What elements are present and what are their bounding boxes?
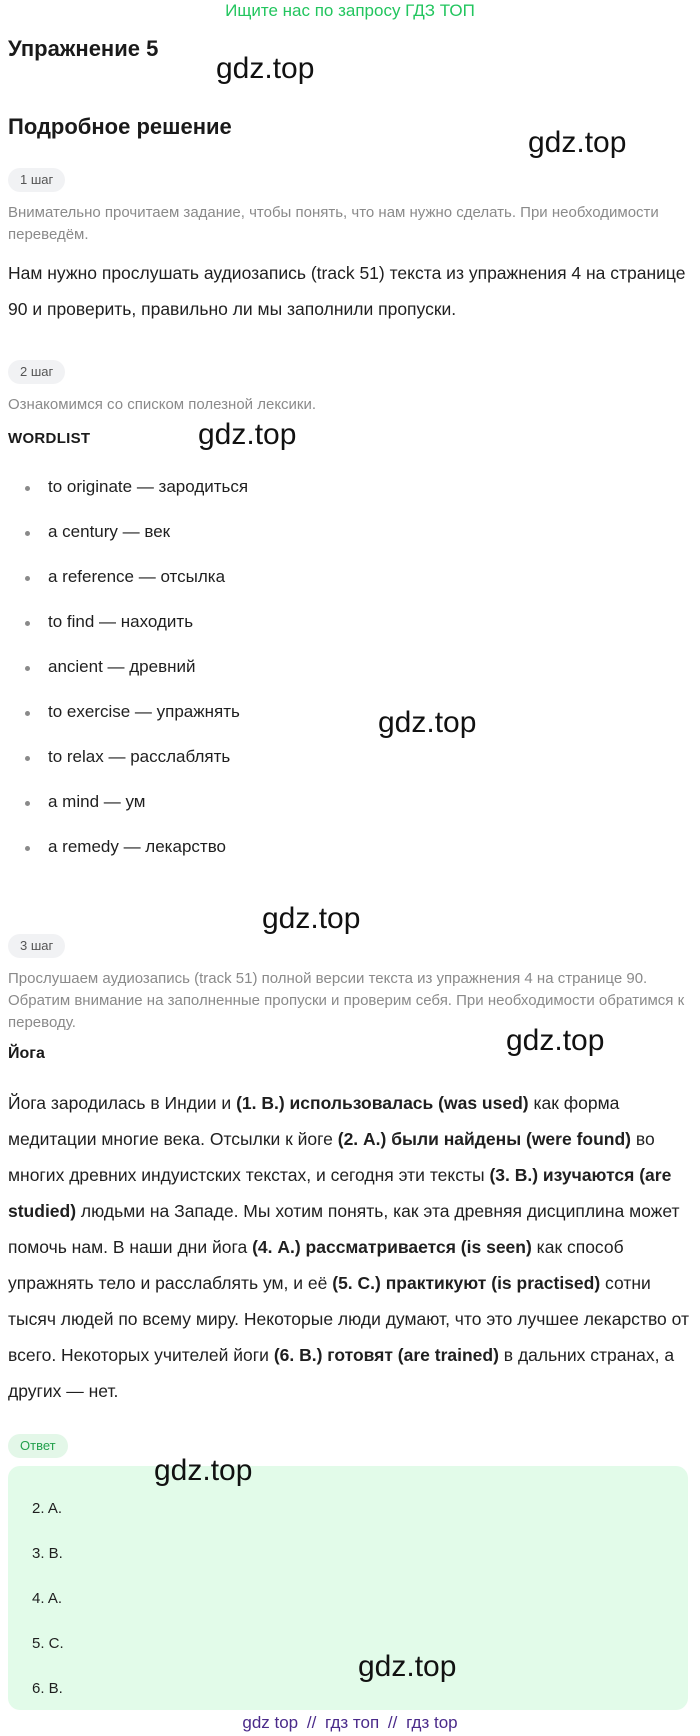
step-2-hint: Ознакомимся со списком полезной лексики. xyxy=(8,396,317,413)
yoga-paragraph xyxy=(8,1085,692,1409)
wordlist-title: WORDLIST xyxy=(8,430,91,447)
section-title: Подробное решение xyxy=(8,114,232,139)
list-item: a remedy — лекарство xyxy=(8,836,248,881)
answer-line: 5. C. xyxy=(32,1635,64,1652)
text-run: сотни тысяч людей по всему миру. Некоторые люди думают, что это лучшее лекарство от всего. Некоторых учителей йоги xyxy=(8,1273,689,1365)
step-3-hint: Прослушаем аудиозапись (track 51) полной версии текста из упражнения 4 на странице 90. Обратим внимание на заполненные пропуски и проверим себя. При необходимости обратимся к переводу. xyxy=(8,970,685,1031)
footer-link[interactable]: gdz top xyxy=(242,1713,299,1732)
list-item: a mind — ум xyxy=(8,791,248,836)
step-1-chip: 1 шаг xyxy=(8,168,65,192)
text-run: как форма медитации многие века. Отсылки к йоге xyxy=(8,1093,620,1149)
footer xyxy=(0,1712,700,1734)
step-2-chip: 2 шаг xyxy=(8,360,65,384)
answer-box xyxy=(8,1466,688,1710)
footer-link[interactable]: гдз top xyxy=(406,1713,458,1732)
text-run: как способ упражнять тело и расслаблять ум, и её xyxy=(8,1237,624,1293)
list-item: to originate — зародиться xyxy=(8,476,248,521)
list-item: to find — находить xyxy=(8,611,248,656)
list-item: to relax — расслаблять xyxy=(8,746,248,791)
step-1-text: Нам нужно прослушать аудиозапись (track 51) текста из упражнения 4 на странице 90 и проверить, правильно ли мы заполнили пропуски. xyxy=(8,263,686,319)
wordlist xyxy=(8,476,248,881)
watermark: gdz.top xyxy=(528,126,627,159)
list-item: a century — век xyxy=(8,521,248,566)
text-title: Йога xyxy=(8,1045,45,1062)
footer-separator: // xyxy=(387,1713,398,1732)
watermark: gdz.top xyxy=(154,1454,253,1487)
list-item: to exercise — упражнять xyxy=(8,701,248,746)
answer-chip: Ответ xyxy=(8,1434,68,1458)
answer-highlight: (1. B.) использовалась (was used) xyxy=(236,1093,529,1113)
list-item: ancient — древний xyxy=(8,656,248,701)
step-1-hint: Внимательно прочитаем задание, чтобы понять, что нам нужно сделать. При необходимости переведём. xyxy=(8,204,659,243)
text-run: людьми на Западе. Мы хотим понять, как эта древняя дисциплина может помочь нам. В наши дни йога xyxy=(8,1201,680,1257)
list-item: a reference — отсылка xyxy=(8,566,248,611)
watermark: gdz.top xyxy=(198,418,297,451)
watermark: gdz.top xyxy=(262,902,361,935)
watermark: gdz.top xyxy=(506,1024,605,1057)
text-run: в дальних странах, а других — нет. xyxy=(8,1345,675,1401)
text-run: Йога зародилась в Индии и xyxy=(8,1093,237,1113)
footer-separator: // xyxy=(306,1713,317,1732)
text-run: во многих древних индуистских текстах, и сегодня эти тексты xyxy=(8,1129,655,1185)
answer-highlight: (5. C.) практикуют (is practised) xyxy=(332,1273,601,1293)
answer-line: 2. A. xyxy=(32,1500,63,1517)
exercise-title: Упражнение 5 xyxy=(8,36,159,61)
answer-highlight: (3. B.) изучаются (are studied) xyxy=(8,1165,672,1221)
answer-highlight: (6. B.) готовят (are trained) xyxy=(273,1345,499,1365)
answer-line: 3. B. xyxy=(32,1545,63,1562)
footer-link[interactable]: гдз топ xyxy=(325,1713,380,1732)
answer-highlight: (2. A.) были найдены (were found) xyxy=(337,1129,631,1149)
answer-line: 4. A. xyxy=(32,1590,63,1607)
watermark: gdz.top xyxy=(358,1650,457,1683)
watermark: gdz.top xyxy=(216,52,315,85)
answer-line: 6. B. xyxy=(32,1680,63,1697)
step-3-chip: 3 шаг xyxy=(8,934,65,958)
watermark: gdz.top xyxy=(378,706,477,739)
answer-highlight: (4. A.) рассматривается (is seen) xyxy=(252,1237,532,1257)
top-banner: Ищите нас по запросу ГДЗ ТОП xyxy=(225,1,475,20)
